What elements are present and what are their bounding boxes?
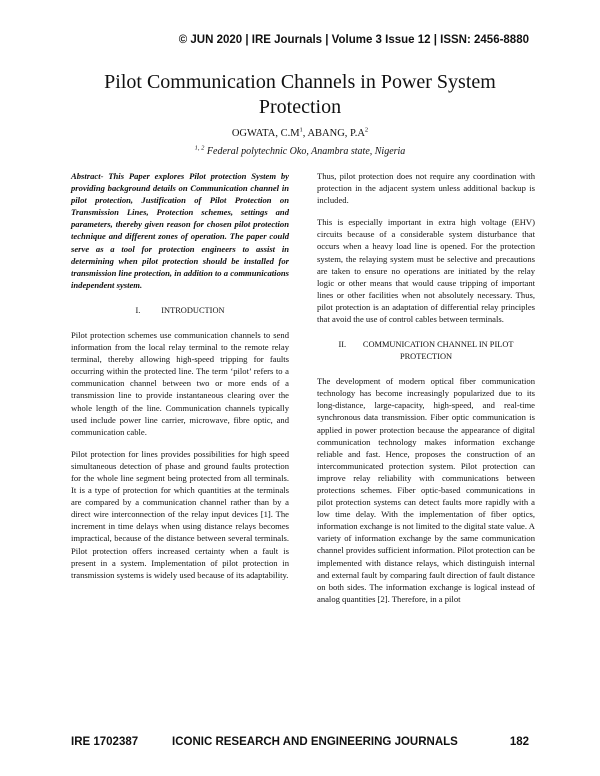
affiliation-sup: 1, 2 xyxy=(194,144,205,152)
section-2-paragraph: The development of modern optical fiber communication technology has become increasingly popularized due to its long-distance, large-capacity, high-speed, and real-time synchronous data transmission. Fiber optic communication is applied in power protection because the appearance of digital communication technology makes information exchange reliable and fast. Hence, proposes the construction of an intercommunicated protection system. Pilot protection can improve relay reliability with communications between protections schemes. Fiber optic-based communications in pilot protection systems can detect faults more rapidly with a low time delay. With the implementation of fiber optics, information exchange is not limited to the digital state value. A variety of information exchange by the same communication channel provides sufficient information. Pilot protection can be implemented with distance relays, which distinguish internal and external fault by comparing fault direction of fault distance on both sides. The information exchange is logical instead of analog quantities [2]. Therefore, in a pilot xyxy=(317,376,535,604)
footer-paper-id: IRE 1702387 xyxy=(71,736,139,748)
authors-line xyxy=(0,128,600,139)
section-1-heading: I. INTRODUCTION xyxy=(135,305,225,315)
right-paragraph-2: This is especially important in extra high voltage (EHV) circuits because of a considerable system disturbance that occurs when a heavy load line is opened. For the protection system, the relaying system must be selective and precautions are taken to ensure no operations are initiated by the relay logic or other means that would cause tripping of important lines or other facilities when not absolutely necessary. Thus, pilot protection is an adaptation of differential relay principles that avoid the use of control cables between terminals. xyxy=(317,217,535,325)
author-2: , ABANG, P.A xyxy=(302,128,365,139)
affiliation-text: Federal polytechnic Oko, Anambra state, Nigeria xyxy=(204,146,406,157)
right-paragraph-1: Thus, pilot protection does not require any coordination with protection in the adjacent system unless additional backup is included. xyxy=(317,171,535,206)
abstract: Abstract- This Paper explores Pilot protection System by providing background details on Communication channel in pilot protection, Justification of Pilot Protection on Transmission Lines, Protection schemes, settings and parameters, thereby given reason for chosen pilot protection technique and different zones of operation. The paper could serve as a tool for protection engineers to assist in determining when pilot protection should be installed for transmission line protection, in addition to a communications independent system. xyxy=(71,171,289,290)
title-line-2: Protection xyxy=(258,96,342,118)
paper-title xyxy=(60,70,540,120)
journal-header: © JUN 2020 | IRE Journals | Volume 3 Issue 12 | ISSN: 2456-8880 xyxy=(178,34,529,46)
section-2-heading xyxy=(317,339,535,363)
section-2-heading-line-1: II. COMMUNICATION CHANNEL IN PILOT xyxy=(338,340,514,350)
intro-paragraph-1: Pilot protection schemes use communication channels to send information from the local relay terminal to the remote relay terminal, thereby allowing high-speed tripping for faults occurring within the protected line. The term ‘pilot’ refers to a communication channel between two or more ends of a transmission line to provide instantaneous clearing over the whole length of the line. Communication channels typically used include power line carrier, microwave, fibre optic, and communication cable. xyxy=(71,329,289,437)
affiliation-line xyxy=(0,146,600,157)
left-column xyxy=(71,170,289,591)
title-line-1: Pilot Communication Channels in Power System xyxy=(104,71,496,93)
intro-paragraph-2: Pilot protection for lines provides possibilities for high speed simultaneous detection of phase and ground faults protection for the whole line segment being protected from all terminals. It is a type of protection for which quantities at the terminals are compared by a communication channel rather than by a direct wire interconnection of the relay input devices [1]. The increment in time delays when using distance relays becomes impractical, because of the distance between several terminals. Pilot protection offers increased certainty when a fault is present in a system. Implementation of pilot protection in transmission systems is widely used because of its adaptability. xyxy=(71,448,289,580)
author-2-sup: 2 xyxy=(364,126,369,134)
author-1-sup: 1 xyxy=(299,126,303,134)
right-column xyxy=(317,170,535,615)
footer-page-number: 182 xyxy=(509,736,529,748)
author-1: OGWATA, C.M xyxy=(231,128,300,139)
section-2-heading-line-2: PROTECTION xyxy=(399,352,453,362)
footer-journal-name: ICONIC RESEARCH AND ENGINEERING JOURNALS xyxy=(172,736,458,748)
